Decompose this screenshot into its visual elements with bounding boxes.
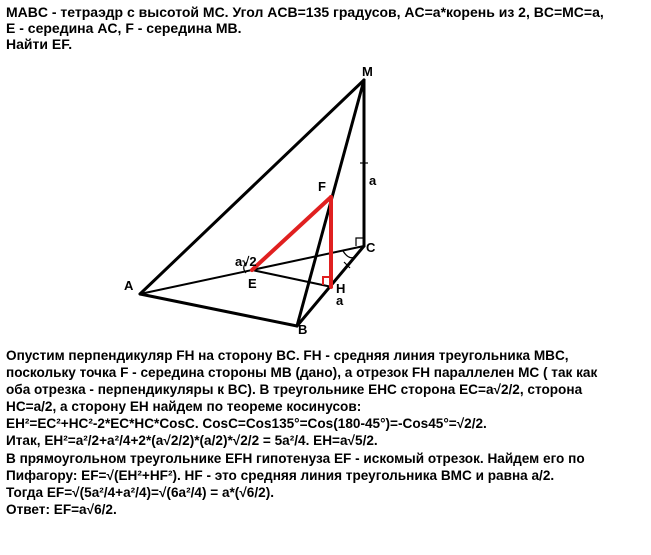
label-mc-length: a bbox=[369, 173, 377, 188]
label-ec-length: a√2 bbox=[235, 254, 257, 269]
solution-line-5: EH²=EC²+HC²-2*EC*HC*CosC. CosC=Cos135°=Cos(180-45°)=-Cos45°=√2/2. bbox=[6, 416, 487, 432]
solution-line-8: Пифагору: EF=√(EH²+HF²). HF - это средняя линия треугольника BMC и равна a/2. bbox=[6, 467, 555, 483]
label-c: C bbox=[366, 240, 376, 255]
solution-text bbox=[6, 347, 646, 518]
segment-ef bbox=[252, 197, 331, 270]
solution-line-10: Ответ: EF=a√6/2. bbox=[6, 501, 117, 517]
angle-arc-c bbox=[343, 251, 357, 258]
label-f: F bbox=[318, 179, 326, 194]
edge-ab bbox=[140, 294, 297, 326]
solution-line-1: Опустим перпендикуляр FH на сторону BC. FH - средняя линия треугольника MBC, bbox=[6, 348, 569, 363]
solution-line-9: Тогда EF=√(5a²/4+a²/4)=√(6a²/4) = a*(√6/2). bbox=[6, 484, 274, 500]
solution-line-4: HC=a/2, а сторону EH найдем по теореме косинусов: bbox=[6, 399, 362, 415]
label-e: E bbox=[248, 276, 257, 291]
solution-line-2: поскольку точка F - середина стороны MB (дано), а отрезок FH параллелен MC ( так как bbox=[6, 365, 598, 381]
solution-line-7: В прямоугольном треугольнике EFH гипотенуза EF - искомый отрезок. Найдем его по bbox=[6, 450, 585, 466]
problem-line-2: E - середина AC, F - середина MB. bbox=[6, 20, 242, 36]
problem-line-1: MABC - тетраэдр с высотой MC. Угол ACB=135 градусов, AC=a*корень из 2, BC=MC=a, bbox=[6, 4, 604, 20]
solution-line-6: Итак, EH²=a²/2+a²/4+2*(a√2/2)*(a/2)*√2/2 = 5a²/4. EH=a√5/2. bbox=[6, 433, 378, 449]
problem-line-3: Найти EF. bbox=[6, 36, 73, 52]
label-h: H bbox=[336, 281, 346, 296]
solution-line-3: оба отрезка - перпендикуляры к BC). В треугольнике EHC сторона EC=a√2/2, сторона bbox=[6, 382, 583, 398]
label-hc-length: a bbox=[336, 293, 344, 308]
label-m: M bbox=[362, 64, 373, 79]
label-b: B bbox=[298, 322, 308, 337]
segment-eh bbox=[252, 270, 332, 287]
label-a: A bbox=[124, 278, 134, 293]
